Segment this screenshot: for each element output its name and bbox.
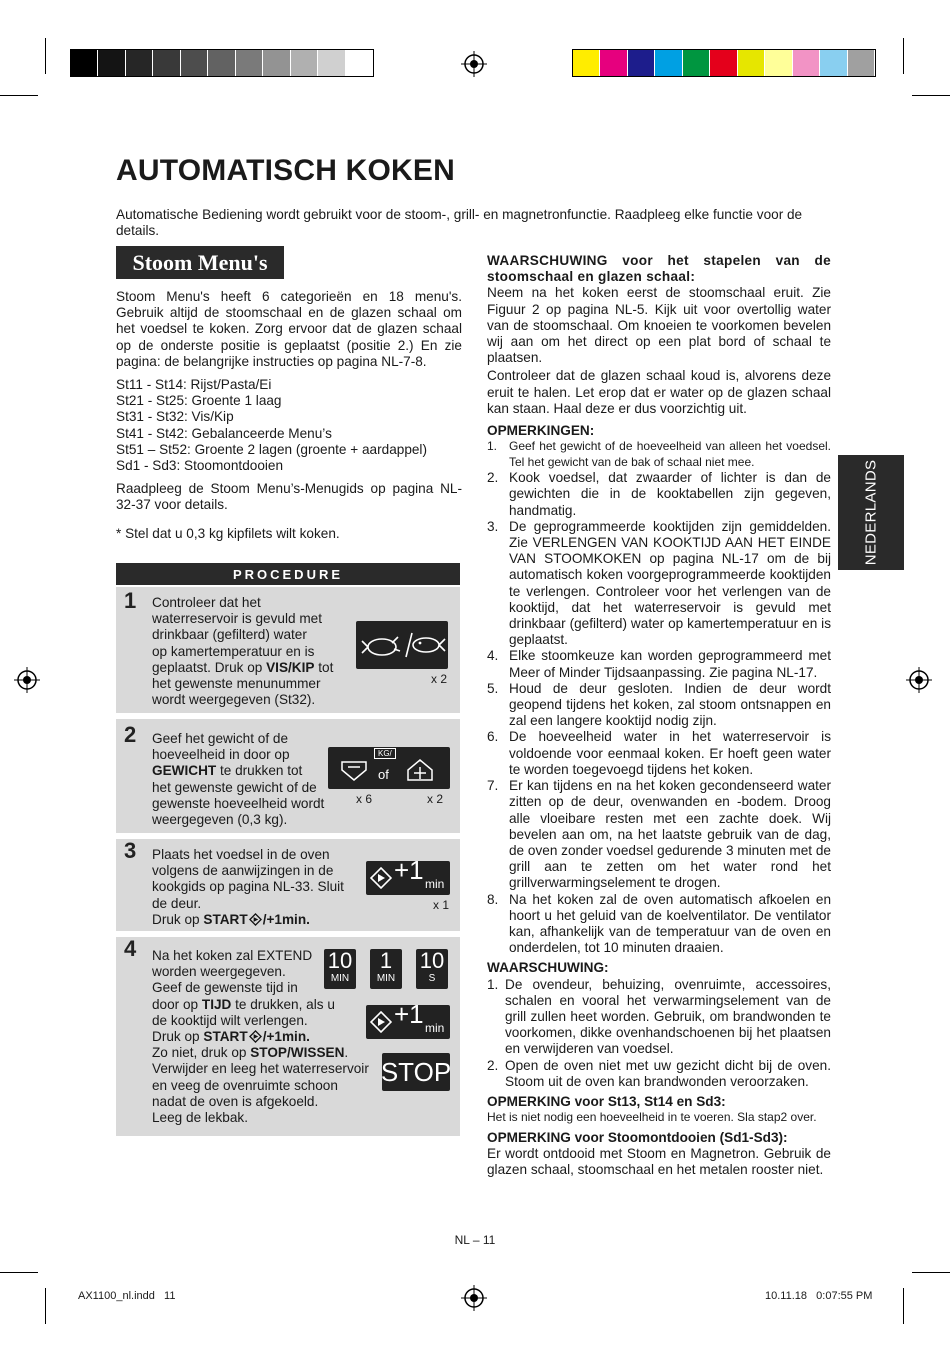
time-10s-button[interactable] [416,949,448,989]
button-name: TIJD [201,996,232,1012]
step-line: drinkbaar (gefilterd) water [152,627,307,643]
notes-list [487,439,831,956]
crop-mark [45,38,46,74]
step-line-part: geplaatst. Druk op [152,659,267,675]
step-line-part: te drukken tot [216,763,303,779]
list-item: 7. Er kan tijdens en na het koken gecondenseerd water zitten op de deur, ovenwanden en -bodem. Droog alle vloeibare resten met een zachte doek. Wij bevelen aan om, na het laatste gebruik van de dag, de oven zonder voedsel gedurende 3 minuten met de grill aan te zetten om het water rond het grillverwarmingselement te drogen. [487,778,831,891]
color-swatch [573,50,599,76]
left-column [116,289,462,549]
step-number: 2 [124,722,137,747]
list-item: Sd1 - Sd3: Stoomontdooien [116,458,284,474]
button-name: /+1min. [262,911,310,927]
color-swatch [318,50,344,76]
list-item: St41 - St42: Gebalanceerde Menu’s [116,425,332,441]
time-1min-button[interactable] [370,949,402,989]
start-diamond-icon [370,1011,392,1033]
step-line: nadat de oven is afgekoeld. [152,1093,319,1109]
list-item: 3. De geprogrammeerde kooktijden zijn gemiddelden. Zie VERLENGEN VAN KOOKTIJD AAN HET EINDE VAN STOOMKOKEN op pagina NL-17 om de bij automatisch koken voorgeprogrammeerde kooktijden te verlengen. Controleer voor het verlengen van de kooktijd, dat het waterreservoir is gevuld met drinkbaar (gefilterd) water op kamertemperatuur en is geplaatst. [487,518,831,648]
list-item: St21 - St25: Groente 1 laag [116,393,282,409]
step-line: Geef de gewenste tijd in [152,980,298,996]
press-count: x 1 [433,898,450,912]
color-swatch [263,50,289,76]
crop-mark [903,1288,904,1324]
color-swatch [710,50,736,76]
warning-paragraph: Neem na het koken eerst de stoomschaal eruit. Zie Figuur 2 op pagina NL-5. Kijk uit voor overtollig water van de stoomschaal. Om knoeien te voorkomen bevelen wij aan om het direct op een plat bord of schaal te plaatsen. [487,285,831,366]
fish-chicken-button[interactable] [356,621,448,669]
step-line: worden weergegeven. [152,964,286,980]
time-10min-button[interactable] [324,949,356,989]
crop-mark [912,95,950,96]
list-item: St31 - St32: Vis/Kip [116,409,234,425]
step-text [152,847,344,928]
button-small-label: MIN [376,973,396,984]
color-swatch [291,50,317,76]
step-line [152,997,369,1013]
registration-mark-icon [906,667,932,693]
note-heading: OPMERKING voor St13, St14 en Sd3: [487,1093,726,1109]
color-swatch [628,50,654,76]
stop-button[interactable] [382,1053,450,1091]
registration-mark-icon [14,667,40,693]
procedure-header: PROCEDURE [116,563,460,585]
warning-text: De ovendeur, behuizing, ovenruimte, accessoires, schalen en vooral het verwarmingselement van de grill zullen heet worden. Gebruik, om brandwonden te voorkomen, dikke ovenhandschoenen bij het plaatsen en verwijderen van voedsel. [505,976,831,1057]
color-bar [572,49,876,77]
note-text: Er wordt ontdooid met Stoom en Magnetron. Gebruik de glazen schaal, stoomschaal en het metalen rooster niet. [487,1145,831,1178]
step-line-part: door op [152,996,202,1012]
plus-one-label: +1 [394,855,424,885]
list-item: 2. Open de oven niet met uw gezicht dicht bij de oven. Stoom uit de oven kan brandwonden veroorzaken. [487,1057,831,1089]
start-diamond-icon [249,913,262,926]
step-line: en veeg de ovenruimte schoon [152,1077,338,1093]
step-line: op kamertemperatuur en is [152,643,315,659]
button-name: START [203,911,248,927]
step-line-part: Druk op [152,911,204,927]
button-name: GEWICHT [152,763,217,779]
crop-mark [45,1288,46,1324]
step-number: 3 [124,838,137,863]
step-line-part: . [344,1045,349,1061]
start-plus1min-button[interactable] [366,855,450,895]
color-swatch [738,50,764,76]
note-text: De geprogrammeerde kooktijden zijn gemiddelden. Zie VERLENGEN VAN KOOKTIJD AAN HET EINDE VAN STOOMKOKEN op pagina NL-17 om de bij automatisch koken voorgeprogrammeerde kooktijden te verlengen. Controleer voor het verlengen van de kooktijd, dat het waterreservoir is gevuld met drinkbaar (gefilterd) water op kamertemperatuur en is geplaatst. [509,518,831,648]
plus-one-label: +1 [394,999,424,1029]
list-item: 8. Na het koken zal de oven automatisch afkoelen en hoort u het geluid van de koelventilator. De ventilator kan, afhankelijk van de temperatuur van de oven en onderdelen, tot 10 minuten draaien. [487,891,831,956]
color-swatch [236,50,262,76]
step-3 [116,839,460,931]
step-line [152,763,324,779]
start-diamond-icon [370,867,392,889]
color-swatch [793,50,819,76]
color-swatch [683,50,709,76]
or-label: of [378,767,389,782]
color-swatch [655,50,681,76]
press-count: x 6 [356,792,373,806]
crop-mark [0,1272,38,1273]
color-swatch [600,50,626,76]
grayscale-bar [70,49,374,77]
step-line-part: te drukken, als u [231,996,335,1012]
step-line [152,1045,369,1061]
list-item: 5. Houd de deur gesloten. Indien de deur wordt geopend tijdens het koken, zal stoom ontsnappen en zal een langere kooktijd nodig zijn. [487,680,831,729]
color-swatch [765,50,791,76]
button-name: /+1min. [262,1029,310,1045]
step-line [152,1029,369,1045]
notes-heading: OPMERKINGEN: [487,423,595,439]
footer-timestamp: 10.11.18 0:07:55 PM [765,1290,873,1302]
list-item: 2. Kook voedsel, dat zwaarder of lichter is dan de gewichten die in de kooktabellen zijn gegeven, handmatig. [487,470,831,518]
button-name: START [203,1029,248,1045]
button-big-label: 10 [419,948,445,973]
warning-list [487,977,831,1090]
registration-mark-icon [461,1285,487,1311]
start-plus1min-button[interactable] [366,999,450,1039]
step-1 [116,587,460,713]
color-swatch [181,50,207,76]
note-text: Na het koken zal de oven automatisch afkoelen en hoort u het geluid van de koelventilator. De ventilator kan, afhankelijk van de temperatuur van de oven en onderdelen, tot 10 minuten draaien. [509,891,831,956]
note-text: Kook voedsel, dat zwaarder of lichter is dan de gewichten die in de kooktabellen zijn gegeven, handmatig. [509,470,831,518]
min-label: min [425,877,445,891]
menu-guide-paragraph: Raadpleeg de Stoom Menu’s-Menugids op pagina NL-32-37 voor details. [116,481,462,513]
intro-paragraph: Stoom Menu's heeft 6 categorieën en 18 menu's. Gebruik altijd de stoomschaal en de glazen schaal om het voedsel te koken. Zorg ervoor dat de glazen schaal op de onderste positie is geplaatst (positie 2.) En zie pagina: de belangrijke instructies op pagina NL-7-8. [116,289,462,369]
press-count: x 2 [427,792,444,806]
language-tab [838,455,904,570]
step-line: Plaats het voedsel in de oven [152,847,330,862]
warning-heading: WAARSCHUWING: [487,960,609,976]
step-line: hoeveelheid in door op [152,747,290,763]
step-line [152,660,333,676]
color-swatch [98,50,124,76]
step-line: Geef het gewicht of de [152,731,289,746]
step-line: gewenste hoeveelheid wordt [152,795,325,811]
step-line: Leeg de lekbak. [152,1110,248,1126]
step-line: volgens de aanwijzingen in de [152,863,334,879]
button-big-label: 1 [379,948,393,973]
button-name: STOP/WISSEN [250,1045,345,1061]
color-swatch [208,50,234,76]
step-number: 1 [124,588,137,613]
weight-down-icon [340,760,368,782]
step-line [152,912,344,928]
color-swatch [346,50,372,76]
color-swatch [848,50,874,76]
warning-heading: WAARSCHUWING voor het stapelen van de stoomschaal en glazen schaal: [487,253,831,285]
fish-chicken-icon [356,621,448,669]
step-text [152,595,333,708]
press-count: x 2 [431,672,448,686]
footer-filename: AX1100_nl.indd 11 [78,1290,176,1302]
warning-paragraph: Controleer dat de glazen schaal koud is, alvorens deze eruit te halen. Let erop dat er water op de glazen schaal kan staan. Haal deze er dus voorzichtig uit. [487,368,831,416]
registration-mark-icon [461,51,487,77]
list-item: 1. Geef het gewicht of de hoeveelheid van alleen het voedsel. Tel het gewicht van de bak of schaal niet mee. [487,439,831,469]
button-small-label: S [428,973,436,984]
start-diamond-icon [249,1030,262,1043]
intro-text: Automatische Bediening wordt gebruikt voor de stoom-, grill- en magnetronfunctie. Raadpleeg elke functie voor de details. [116,207,803,238]
right-column [487,253,831,1178]
page-number: NL – 11 [454,1233,496,1247]
language-label: NEDERLANDS [862,459,880,566]
step-text [152,731,324,828]
color-swatch [820,50,846,76]
note-text: Geef het gewicht of de hoeveelheid van alleen het voedsel. Tel het gewicht van de bak of schaal niet mee. [509,439,831,469]
weight-button[interactable] [328,747,450,789]
step-line: wordt weergegeven (St32). [152,692,316,708]
section-label: Stoom Menu's [116,246,284,279]
color-swatch [71,50,97,76]
crop-mark [903,38,904,74]
menu-list [116,377,462,474]
note-heading: OPMERKING voor Stoomontdooien (Sd1-Sd3): [487,1129,788,1145]
color-swatch [153,50,179,76]
step-line: Controleer dat het [152,595,261,610]
step-line: Verwijder en leeg het waterreservoir [152,1061,369,1077]
step-2 [116,719,460,833]
crop-mark [0,95,38,96]
step-line: het gewenste menunummer [152,676,321,692]
step-line: Na het koken zal EXTEND [152,948,313,963]
page-title: AUTOMATISCH KOKEN [116,154,455,187]
step-line: weergegeven (0,3 kg). [152,812,288,828]
note-text: Het is niet nodig een hoeveelheid in te voeren. Sla stap2 over. [487,1110,817,1125]
list-item: 1. De ovendeur, behuizing, ovenruimte, accessoires, schalen en vooral het verwarmingselement van de grill zullen heet worden. Gebruik, om brandwonden te voorkomen, dikke ovenhandschoenen bij het plaatsen en verwijderen van voedsel. [487,976,831,1057]
step-line: kookgids op pagina NL-33. Sluit [152,879,344,895]
step-line: de deur. [152,895,202,911]
note-text: Elke stoomkeuze kan worden geprogrammeerd met Meer of Minder Tijdsaanpassing. Zie pagina NL-17. [509,648,831,680]
min-label: min [425,1021,445,1035]
step-line: de kooktijd wilt verlengen. [152,1012,308,1028]
button-name: VIS/KIP [266,659,315,675]
note-text: De hoeveelheid water in het waterreservoir is voldoende voor eenmaal koken. Er hoeft geen water te worden toegevoegd tijdens het koken. [509,729,831,777]
step-line: waterreservoir is gevuld met [152,611,322,627]
step-line-part: Druk op [152,1029,204,1045]
list-item: 4. Elke stoomkeuze kan worden geprogrammeerd met Meer of Minder Tijdsaanpassing. Zie pagina NL-17. [487,648,831,680]
step-number: 4 [124,936,137,961]
weight-label: KG/ [374,748,396,759]
button-small-label: MIN [330,973,350,984]
color-swatch [126,50,152,76]
list-item: St11 - St14: Rijst/Pasta/Ei [116,377,272,393]
weight-up-icon [406,758,434,782]
step-4 [116,937,460,1136]
list-item: St51 – St52: Groente 2 lagen (groente + aardappel) [116,441,427,457]
step-line: het gewenste gewicht of de [152,779,317,795]
crop-mark [912,1272,950,1273]
list-item: 6. De hoeveelheid water in het waterreservoir is voldoende voor eenmaal koken. Er hoeft geen water te worden toegevoegd tijdens het koken. [487,729,831,777]
step-line-part: tot [314,659,334,675]
button-big-label: 10 [327,948,353,973]
note-text: Er kan tijdens en na het koken gecondenseerd water zitten op de deur, ovenwanden en -bodem. Droog alle vloeibare resten met een zachte doek. Wij bevelen aan om, na het laatste gebruik van de dag, de oven zonder voedsel gedurende 3 minuten met de grill aan te zetten om het water rond het grillverwarmingselement te drogen. [509,778,831,891]
example-note: * Stel dat u 0,3 kg kipfilets wilt koken. [116,525,340,541]
stop-label: STOP [380,1056,452,1087]
note-text: Houd de deur gesloten. Indien de deur wordt geopend tijdens het koken, zal stoom ontsnappen en zal een langere kooktijd nodig zijn. [509,680,831,729]
warning-text: Open de oven niet met uw gezicht dicht bij de oven. Stoom uit de oven kan brandwonden veroorzaken. [505,1057,831,1089]
step-line-part: Zo niet, druk op [152,1045,251,1061]
